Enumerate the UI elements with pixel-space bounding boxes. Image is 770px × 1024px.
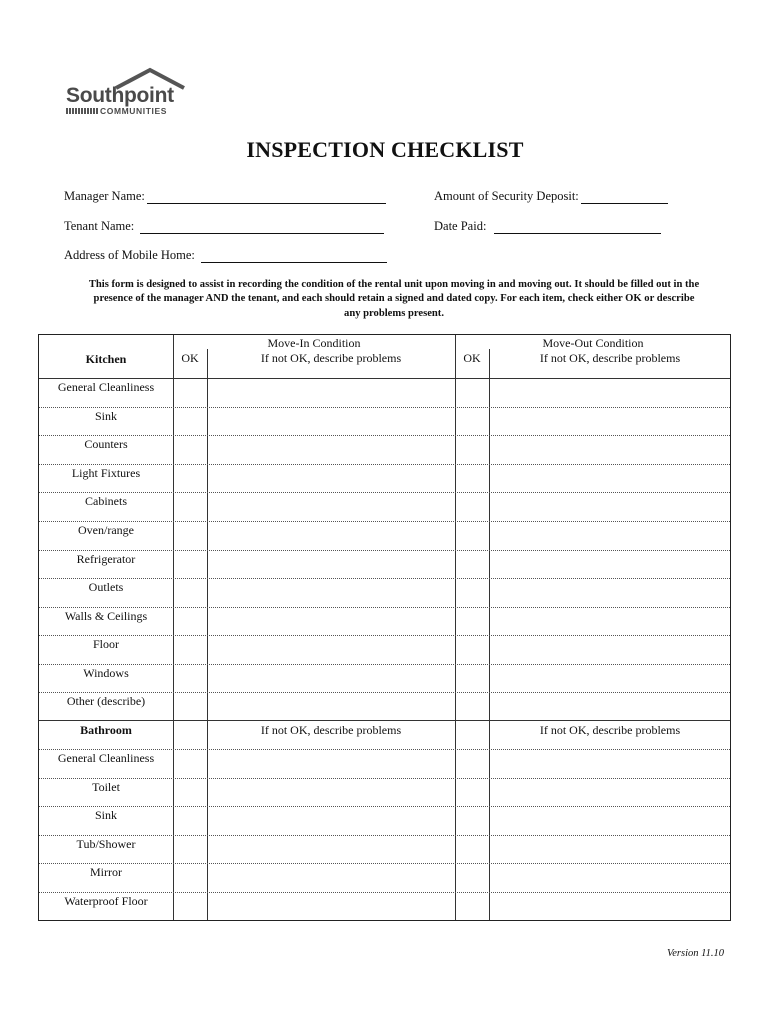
checklist-table (38, 334, 731, 921)
version-label: Version 11.10 (667, 948, 724, 959)
instructions-line: any problems present. (344, 307, 444, 319)
date-paid-label: Date Paid: (434, 219, 487, 233)
kitchen-item: Cabinets (85, 494, 127, 508)
manager-name-label: Manager Name: (64, 189, 145, 203)
bathroom-item: Mirror (90, 865, 122, 879)
bathroom-heading: Bathroom (80, 723, 132, 737)
move-out-header: Move-Out Condition (542, 336, 644, 350)
tenant-name-label: Tenant Name: (64, 219, 135, 233)
bathroom-move-out-describe-header: If not OK, describe problems (539, 723, 681, 737)
bathroom-item: Waterproof Floor (64, 894, 148, 908)
kitchen-item: Windows (83, 666, 129, 680)
kitchen-item: Oven/range (78, 523, 134, 537)
row-divider (39, 492, 730, 493)
bathroom-item: General Cleanliness (57, 751, 155, 765)
row-divider (39, 607, 730, 608)
bathroom-item: Tub/Shower (76, 837, 136, 851)
row-divider (39, 892, 730, 893)
security-deposit-line[interactable] (581, 192, 668, 204)
instructions-line: This form is designed to assist in recording the condition of the rental unit upon moving in and moving out. It should be filled out in the (88, 279, 700, 290)
bathroom-move-in-describe-header: If not OK, describe problems (260, 723, 402, 737)
row-divider (39, 749, 730, 750)
row-divider (39, 550, 730, 551)
address-line[interactable] (201, 251, 387, 263)
company-logo (64, 66, 194, 118)
date-paid-line[interactable] (494, 222, 661, 234)
kitchen-item: Sink (94, 409, 117, 423)
row-divider (39, 378, 730, 379)
kitchen-item: Outlets (88, 580, 124, 594)
row-divider (39, 806, 730, 807)
bathroom-item: Toilet (92, 780, 120, 794)
row-divider (39, 578, 730, 579)
row-divider (39, 407, 730, 408)
security-deposit-field[interactable] (434, 189, 668, 204)
instructions (58, 278, 730, 321)
column-divider (455, 335, 456, 920)
page-title: INSPECTION CHECKLIST (246, 137, 524, 162)
manager-name-field[interactable] (64, 189, 386, 204)
kitchen-item: Floor (92, 637, 119, 651)
row-divider (39, 635, 730, 636)
row-divider (39, 835, 730, 836)
row-divider (39, 464, 730, 465)
kitchen-item: Other (describe) (66, 694, 146, 708)
row-divider (39, 778, 730, 779)
move-out-describe-header: If not OK, describe problems (539, 351, 681, 365)
kitchen-item: General Cleanliness (57, 380, 155, 394)
move-in-ok-header: OK (181, 351, 199, 365)
section-divider (39, 720, 730, 721)
date-paid-field[interactable] (434, 219, 661, 234)
instructions-line: presence of the manager AND the tenant, and each should retain a signed and dated copy. For each item, check either OK or describe (93, 293, 695, 305)
row-divider (39, 692, 730, 693)
address-field[interactable] (64, 248, 387, 263)
tenant-name-line[interactable] (140, 222, 384, 234)
row-divider (39, 863, 730, 864)
row-divider (39, 664, 730, 665)
row-divider (39, 521, 730, 522)
move-in-describe-header: If not OK, describe problems (260, 351, 402, 365)
security-deposit-label: Amount of Security Deposit: (434, 189, 579, 203)
kitchen-item: Walls & Ceilings (64, 609, 148, 623)
kitchen-heading: Kitchen (85, 352, 127, 366)
move-out-ok-header: OK (463, 351, 481, 365)
logo-name: Southpoint (66, 84, 174, 107)
manager-name-line[interactable] (147, 192, 386, 204)
logo-bar (66, 108, 98, 114)
tenant-name-field[interactable] (64, 219, 384, 234)
kitchen-item: Light Fixtures (71, 466, 141, 480)
column-divider (173, 335, 174, 920)
kitchen-item: Refrigerator (76, 552, 136, 566)
bathroom-item: Sink (94, 808, 117, 822)
kitchen-item: Counters (84, 437, 128, 451)
row-divider (39, 435, 730, 436)
move-in-header: Move-In Condition (267, 336, 361, 350)
address-label: Address of Mobile Home: (64, 248, 195, 262)
logo-subtitle: COMMUNITIES (100, 106, 168, 116)
